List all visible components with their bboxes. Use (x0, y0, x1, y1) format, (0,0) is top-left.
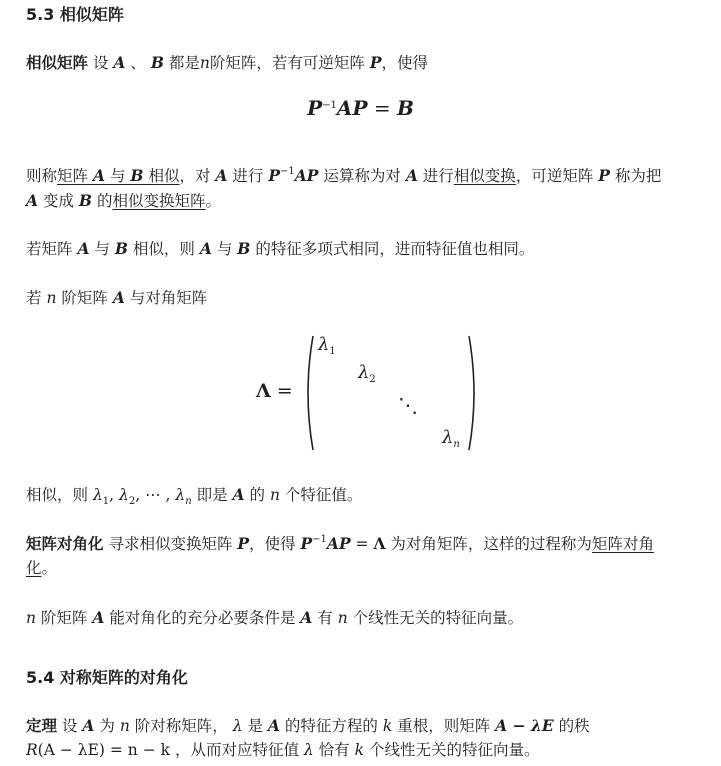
theorem-paragraph: 定理 设 A 为 n 阶对称矩阵， λ 是 A 的特征方程的 k 重根，则矩阵 A − λE 的秩 (26, 716, 590, 735)
link-similarity-transform[interactable]: 相似变换 (453, 167, 516, 185)
section-heading-5-3: 5.3 相似矩阵 (26, 5, 124, 24)
link-matrix-diagonalization[interactable]: 矩阵对角 (591, 535, 654, 553)
paragraph-diagonalization-line2: 化。 (26, 559, 58, 577)
paragraph-eigen-same: 若矩阵 A 与 B 相似，则 A 与 B 的特征多项式相同，进而特征值也相同。 (26, 239, 535, 258)
left-bracket (300, 333, 316, 453)
capital-lambda: Λ (256, 380, 271, 402)
paragraph-similar-definition-line2: A 变成 B 的相似变换矩阵。 (26, 191, 222, 210)
matrix-ddots: ⋱ (398, 393, 418, 417)
paragraph-diagonalization: 矩阵对角化 寻求相似变换矩阵 P，使得 $P^{-1}AP = \Lambda$ 为对角矩阵，这样的过程称为矩阵对角 (26, 534, 654, 553)
paragraph-diagonalizable-condition: n 阶矩阵 A 能对角化的充分必要条件是 A 有 n 个线性无关的特征向量。 (26, 608, 524, 627)
similarity-equation: $P^{-1}AP = B$ (307, 96, 414, 120)
link-similarity-transform-matrix[interactable]: 相似变换矩阵 (112, 192, 206, 210)
theorem-paragraph-line2: R(A − λE) = n − k ，从而对应特征值 λ 恰有 k 个线性无关的特征向量。 (26, 741, 540, 759)
definition-paragraph: 相似矩阵 设 A 、 B 都是n阶矩阵，若有可逆矩阵 P，使得 (26, 53, 428, 72)
term-similar-matrix: 相似矩阵 (26, 54, 89, 72)
term-theorem: 定理 (26, 717, 58, 735)
link-similar-matrix[interactable]: 矩阵 A 与 B 相似 (57, 166, 180, 185)
paragraph-eigenvalues: 相似，则 $\lambda_1$, $\lambda_2$, ⋯ , $\lambda_n$ 即是 A 的 n 个特征值。 (26, 485, 363, 507)
term-diagonalization: 矩阵对角化 (26, 535, 104, 553)
right-bracket (466, 333, 482, 453)
matrix-entry-lambda-1: $\lambda_1$ (318, 334, 336, 357)
section-heading-5-4: 5.4 对称矩阵的对角化 (26, 668, 188, 687)
paragraph-similar-definition: 则称矩阵 A 与 B 相似，对 A 进行 $P^{-1}AP$ 运算称为对 A 进行相似变换，可逆矩阵 P 称为把 (26, 166, 662, 185)
paragraph-diagonal-intro: 若 n 阶矩阵 A 与对角矩阵 (26, 288, 208, 307)
link-matrix-diagonalization-cont[interactable]: 化 (26, 559, 42, 577)
matrix-entry-lambda-n: $\lambda_n$ (442, 427, 460, 450)
matrix-entry-lambda-2: $\lambda_2$ (358, 362, 376, 385)
